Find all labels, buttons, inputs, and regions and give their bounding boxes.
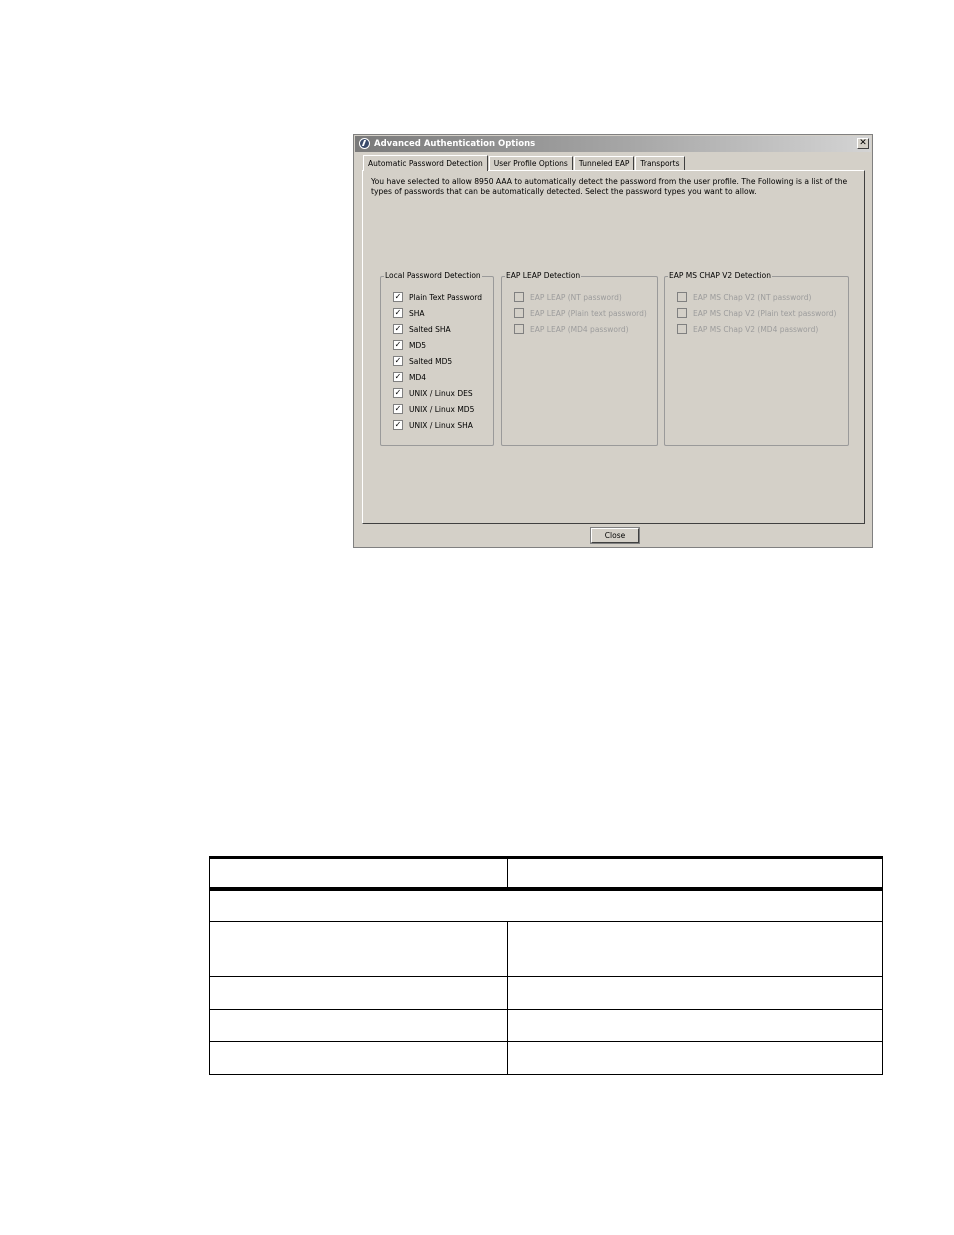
checkbox-label: EAP LEAP (Plain text password) <box>530 308 647 318</box>
checkbox-label: EAP LEAP (NT password) <box>530 292 622 302</box>
checkbox-box[interactable] <box>677 308 687 318</box>
advanced-authentication-dialog <box>353 134 873 548</box>
checkbox-label: Salted MD5 <box>409 356 453 366</box>
table-rule-top <box>209 856 883 859</box>
check-icon[interactable]: ✓ <box>394 388 402 397</box>
check-icon[interactable]: ✓ <box>394 340 402 349</box>
title-bar <box>355 136 871 152</box>
tab-user-profile-options[interactable]: User Profile Options <box>489 156 573 170</box>
checkbox-label: EAP MS Chap V2 (Plain text password) <box>693 308 837 318</box>
checkbox-label: EAP MS Chap V2 (NT password) <box>693 292 812 302</box>
table-rule <box>209 1041 883 1042</box>
checkbox-unix-linux-sha[interactable] <box>393 417 482 433</box>
checkbox-label: SHA <box>409 308 425 318</box>
check-icon[interactable]: ✓ <box>394 356 402 365</box>
checkbox-unix-linux-md5[interactable] <box>393 401 482 417</box>
table-rule <box>209 1009 883 1010</box>
checkbox-label: UNIX / Linux DES <box>409 388 473 398</box>
checkbox-eap-leap-plain-text[interactable] <box>514 305 647 321</box>
checkbox-label: UNIX / Linux SHA <box>409 420 473 430</box>
checkbox-box[interactable] <box>514 324 524 334</box>
checkbox-salted-md5[interactable] <box>393 353 482 369</box>
eap-ms-chap-v2-detection-group <box>664 271 849 446</box>
close-icon[interactable]: ✕ <box>857 138 869 149</box>
checkbox-sha[interactable] <box>393 305 482 321</box>
checkbox-label: Salted SHA <box>409 324 451 334</box>
tab-strip <box>363 156 686 170</box>
check-icon[interactable]: ✓ <box>394 420 402 429</box>
checkbox-unix-linux-des[interactable] <box>393 385 482 401</box>
table-rule-header <box>209 887 883 891</box>
checkbox-box[interactable] <box>677 292 687 302</box>
table-rule-bottom <box>209 1074 883 1075</box>
local-password-detection-group <box>380 271 494 446</box>
tab-panel <box>362 170 865 524</box>
close-button[interactable]: Close <box>591 528 639 543</box>
check-icon[interactable]: ✓ <box>394 372 402 381</box>
checkbox-eap-leap-nt[interactable] <box>514 289 647 305</box>
check-icon[interactable]: ✓ <box>394 324 402 333</box>
checkbox-label: EAP LEAP (MD4 password) <box>530 324 629 334</box>
table-rule <box>209 976 883 977</box>
check-icon[interactable]: ✓ <box>394 404 402 413</box>
checkbox-md5[interactable] <box>393 337 482 353</box>
checkbox-plain-text-password[interactable] <box>393 289 482 305</box>
checkbox-ms-chap-md4[interactable] <box>677 321 836 337</box>
checkbox-label: UNIX / Linux MD5 <box>409 404 475 414</box>
tab-transports[interactable]: Transports <box>635 156 684 170</box>
group-title: EAP MS CHAP V2 Detection <box>669 271 772 280</box>
checkbox-md4[interactable] <box>393 369 482 385</box>
checkbox-box[interactable] <box>677 324 687 334</box>
eap-leap-detection-group <box>501 271 658 446</box>
checkbox-eap-leap-md4[interactable] <box>514 321 647 337</box>
table-border-left <box>209 856 210 1075</box>
table-column-divider <box>507 921 508 1075</box>
checkbox-label: EAP MS Chap V2 (MD4 password) <box>693 324 819 334</box>
table-rule <box>209 921 883 922</box>
group-title: Local Password Detection <box>385 271 481 280</box>
dialog-title: Advanced Authentication Options <box>374 139 536 149</box>
app-logo-icon <box>359 138 370 149</box>
intro-text: You have selected to allow 8950 AAA to automatically detect the password from the user profile. The Following is a list of the types of passwords that can be automatically detected. Select the password types you want to allow. <box>371 177 848 196</box>
table-border-right <box>882 856 883 1075</box>
checkbox-ms-chap-plain-text[interactable] <box>677 305 836 321</box>
group-title: EAP LEAP Detection <box>506 271 581 280</box>
checkbox-label: Plain Text Password <box>409 292 483 302</box>
table-column-divider <box>507 856 508 888</box>
checkbox-label: MD5 <box>409 340 427 350</box>
checkbox-box[interactable] <box>514 292 524 302</box>
check-icon[interactable]: ✓ <box>394 308 402 317</box>
tab-tunneled-eap[interactable]: Tunneled EAP <box>574 156 635 170</box>
checkbox-box[interactable] <box>514 308 524 318</box>
checkbox-label: MD4 <box>409 372 427 382</box>
checkbox-salted-sha[interactable] <box>393 321 482 337</box>
tab-automatic-password-detection[interactable]: Automatic Password Detection <box>363 155 488 171</box>
checkbox-ms-chap-nt[interactable] <box>677 289 836 305</box>
check-icon[interactable]: ✓ <box>394 292 402 301</box>
